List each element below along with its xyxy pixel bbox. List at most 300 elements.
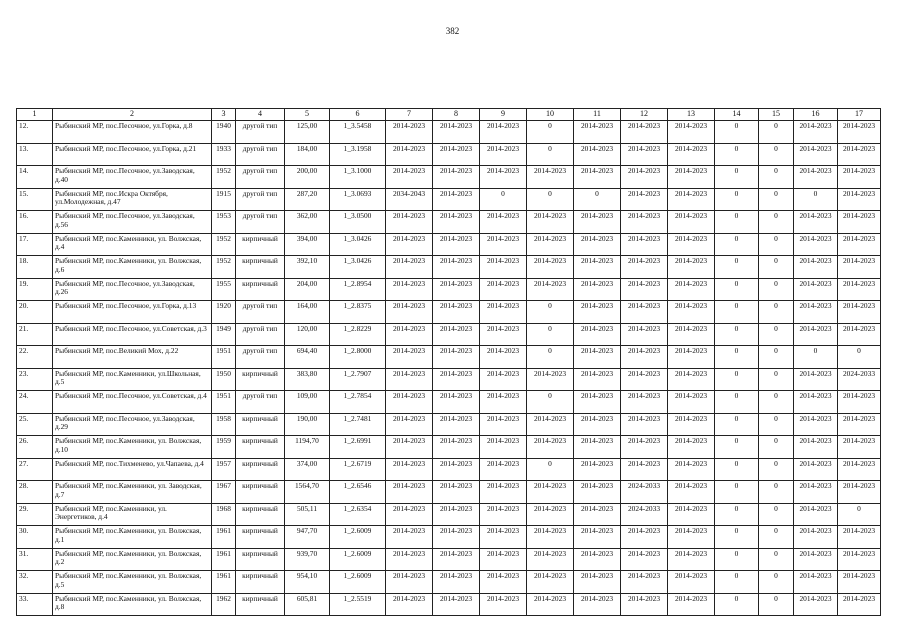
col-14-cell: 0 — [715, 571, 759, 594]
col-8-cell: 2014-2023 — [433, 256, 480, 279]
col-11-cell: 2014-2023 — [574, 548, 621, 571]
wall-type-cell: другой тип — [236, 121, 285, 144]
table-row — [17, 233, 881, 256]
col-11-cell: 2014-2023 — [574, 593, 621, 616]
col-11-cell: 2014-2023 — [574, 503, 621, 526]
col-17-cell: 2014-2023 — [838, 143, 881, 166]
col-13-cell: 2014-2023 — [668, 166, 715, 189]
wall-type-cell: другой тип — [236, 143, 285, 166]
col-16-cell: 2014-2023 — [794, 481, 838, 504]
col-16-cell: 2014-2023 — [794, 526, 838, 549]
col-12-cell: 2014-2023 — [621, 323, 668, 346]
col-12-cell: 2014-2023 — [621, 436, 668, 459]
col-13-cell: 2014-2023 — [668, 233, 715, 256]
col-14-cell: 0 — [715, 256, 759, 279]
address-cell: Рыбинский МР, пос.Искра Октября, ул.Молодежная, д.47 — [53, 188, 212, 211]
col-9-cell: 0 — [480, 188, 527, 211]
col-11-cell: 2014-2023 — [574, 436, 621, 459]
col-8-cell: 2014-2023 — [433, 301, 480, 324]
col-14-cell: 0 — [715, 458, 759, 481]
col-15-cell: 0 — [759, 548, 794, 571]
area-cell: 362,00 — [285, 211, 330, 234]
address-cell: Рыбинский МР, пос.Каменники, ул. Волжская, д.4 — [53, 233, 212, 256]
col-8-cell: 2014-2023 — [433, 548, 480, 571]
col-13-cell: 2014-2023 — [668, 188, 715, 211]
col-15-cell: 0 — [759, 301, 794, 324]
col-12-cell: 2014-2023 — [621, 233, 668, 256]
priority-index-cell: 1_2.6354 — [330, 503, 386, 526]
col-13-cell: 2014-2023 — [668, 571, 715, 594]
col-17-cell: 2014-2023 — [838, 526, 881, 549]
col-8-cell: 2014-2023 — [433, 413, 480, 436]
wall-type-cell: другой тип — [236, 346, 285, 369]
col-7-cell: 2014-2023 — [386, 323, 433, 346]
col-15-cell: 0 — [759, 368, 794, 391]
col-9-cell: 2014-2023 — [480, 548, 527, 571]
col-15-cell: 0 — [759, 121, 794, 144]
priority-index-cell: 1_2.6009 — [330, 526, 386, 549]
col-15-cell: 0 — [759, 323, 794, 346]
col-7-cell: 2014-2023 — [386, 413, 433, 436]
year-built-cell: 1967 — [212, 481, 236, 504]
col-15-cell: 0 — [759, 526, 794, 549]
col-7-cell: 2014-2023 — [386, 526, 433, 549]
col-7-cell: 2014-2023 — [386, 233, 433, 256]
col-10-cell: 2014-2023 — [527, 233, 574, 256]
wall-type-cell: кирпичный — [236, 436, 285, 459]
col-10-cell: 2014-2023 — [527, 503, 574, 526]
col-12-cell: 2014-2023 — [621, 211, 668, 234]
wall-type-cell: кирпичный — [236, 233, 285, 256]
col-7-cell: 2014-2023 — [386, 121, 433, 144]
col-13-cell: 2014-2023 — [668, 346, 715, 369]
col-10-cell: 2014-2023 — [527, 166, 574, 189]
col-17-cell: 2014-2023 — [838, 188, 881, 211]
col-11-cell: 2014-2023 — [574, 278, 621, 301]
col-7-cell: 2014-2023 — [386, 593, 433, 616]
row-number-cell: 22. — [17, 346, 53, 369]
address-cell: Рыбинский МР, пос.Песочное, ул.Советская, д.3 — [53, 323, 212, 346]
col-11-cell: 2014-2023 — [574, 233, 621, 256]
col-12-cell: 2024-2033 — [621, 503, 668, 526]
area-cell: 939,70 — [285, 548, 330, 571]
col-16-cell: 2014-2023 — [794, 121, 838, 144]
col-16-cell: 2014-2023 — [794, 368, 838, 391]
col-7-cell: 2014-2023 — [386, 368, 433, 391]
header-cell: 9 — [480, 109, 527, 121]
col-12-cell: 2014-2023 — [621, 143, 668, 166]
col-11-cell: 2014-2023 — [574, 166, 621, 189]
table-row — [17, 436, 881, 459]
row-number-cell: 17. — [17, 233, 53, 256]
col-8-cell: 2014-2023 — [433, 323, 480, 346]
year-built-cell: 1962 — [212, 593, 236, 616]
col-12-cell: 2014-2023 — [621, 548, 668, 571]
col-16-cell: 2014-2023 — [794, 143, 838, 166]
col-14-cell: 0 — [715, 166, 759, 189]
col-17-cell: 2014-2023 — [838, 391, 881, 414]
col-16-cell: 2014-2023 — [794, 211, 838, 234]
col-13-cell: 2014-2023 — [668, 413, 715, 436]
col-16-cell: 0 — [794, 346, 838, 369]
address-cell: Рыбинский МР, пос.Каменники, ул. Волжская, д.1 — [53, 526, 212, 549]
col-7-cell: 2034-2043 — [386, 188, 433, 211]
table-row — [17, 413, 881, 436]
col-9-cell: 2014-2023 — [480, 121, 527, 144]
col-9-cell: 2014-2023 — [480, 571, 527, 594]
housing-register-table — [16, 108, 881, 616]
col-14-cell: 0 — [715, 346, 759, 369]
col-13-cell: 2014-2023 — [668, 526, 715, 549]
year-built-cell: 1968 — [212, 503, 236, 526]
col-9-cell: 2014-2023 — [480, 593, 527, 616]
col-8-cell: 2014-2023 — [433, 593, 480, 616]
col-11-cell: 2014-2023 — [574, 121, 621, 144]
col-16-cell: 2014-2023 — [794, 436, 838, 459]
priority-index-cell: 1_2.8375 — [330, 301, 386, 324]
col-11-cell: 2014-2023 — [574, 481, 621, 504]
col-10-cell: 0 — [527, 301, 574, 324]
col-15-cell: 0 — [759, 278, 794, 301]
col-11-cell: 2014-2023 — [574, 526, 621, 549]
row-number-cell: 30. — [17, 526, 53, 549]
col-12-cell: 2014-2023 — [621, 166, 668, 189]
col-12-cell: 2014-2023 — [621, 121, 668, 144]
col-11-cell: 2014-2023 — [574, 256, 621, 279]
col-17-cell: 2014-2023 — [838, 211, 881, 234]
col-17-cell: 2014-2023 — [838, 548, 881, 571]
table-row — [17, 526, 881, 549]
year-built-cell: 1915 — [212, 188, 236, 211]
header-cell: 4 — [236, 109, 285, 121]
priority-index-cell: 1_3.1000 — [330, 166, 386, 189]
header-row — [17, 109, 881, 121]
col-17-cell: 2014-2023 — [838, 593, 881, 616]
priority-index-cell: 1_3.0693 — [330, 188, 386, 211]
header-cell: 12 — [621, 109, 668, 121]
col-17-cell: 2014-2023 — [838, 121, 881, 144]
priority-index-cell: 1_3.0500 — [330, 211, 386, 234]
header-cell: 8 — [433, 109, 480, 121]
wall-type-cell: кирпичный — [236, 481, 285, 504]
area-cell: 694,40 — [285, 346, 330, 369]
col-15-cell: 0 — [759, 503, 794, 526]
col-16-cell: 2014-2023 — [794, 413, 838, 436]
priority-index-cell: 1_2.7854 — [330, 391, 386, 414]
year-built-cell: 1961 — [212, 571, 236, 594]
header-cell: 1 — [17, 109, 53, 121]
col-9-cell: 2014-2023 — [480, 458, 527, 481]
row-number-cell: 23. — [17, 368, 53, 391]
table-row — [17, 458, 881, 481]
address-cell: Рыбинский МР, пос.Песочное, ул.Советская, д.4 — [53, 391, 212, 414]
table-row — [17, 481, 881, 504]
priority-index-cell: 1_2.6009 — [330, 571, 386, 594]
address-cell: Рыбинский МР, пос.Песочное, ул.Горка, д.21 — [53, 143, 212, 166]
wall-type-cell: кирпичный — [236, 593, 285, 616]
col-13-cell: 2014-2023 — [668, 458, 715, 481]
row-number-cell: 33. — [17, 593, 53, 616]
header-cell: 7 — [386, 109, 433, 121]
col-8-cell: 2014-2023 — [433, 121, 480, 144]
col-10-cell: 0 — [527, 458, 574, 481]
table-row — [17, 256, 881, 279]
col-8-cell: 2014-2023 — [433, 166, 480, 189]
row-number-cell: 21. — [17, 323, 53, 346]
col-15-cell: 0 — [759, 256, 794, 279]
col-14-cell: 0 — [715, 368, 759, 391]
col-15-cell: 0 — [759, 166, 794, 189]
col-16-cell: 2014-2023 — [794, 571, 838, 594]
area-cell: 1564,70 — [285, 481, 330, 504]
col-10-cell: 2014-2023 — [527, 593, 574, 616]
col-10-cell: 0 — [527, 391, 574, 414]
wall-type-cell: другой тип — [236, 301, 285, 324]
year-built-cell: 1952 — [212, 166, 236, 189]
row-number-cell: 29. — [17, 503, 53, 526]
col-7-cell: 2014-2023 — [386, 301, 433, 324]
col-13-cell: 2014-2023 — [668, 503, 715, 526]
priority-index-cell: 1_2.6009 — [330, 548, 386, 571]
header-cell: 2 — [53, 109, 212, 121]
col-9-cell: 2014-2023 — [480, 503, 527, 526]
col-10-cell: 2014-2023 — [527, 436, 574, 459]
area-cell: 1194,70 — [285, 436, 330, 459]
col-10-cell: 2014-2023 — [527, 526, 574, 549]
row-number-cell: 28. — [17, 481, 53, 504]
col-9-cell: 2014-2023 — [480, 256, 527, 279]
col-15-cell: 0 — [759, 436, 794, 459]
col-16-cell: 2014-2023 — [794, 593, 838, 616]
header-cell: 10 — [527, 109, 574, 121]
col-10-cell: 2014-2023 — [527, 481, 574, 504]
priority-index-cell: 1_2.8954 — [330, 278, 386, 301]
page-number: 382 — [445, 26, 460, 36]
col-7-cell: 2014-2023 — [386, 391, 433, 414]
address-cell: Рыбинский МР, пос.Каменники, ул. Волжская, д.8 — [53, 593, 212, 616]
table-row — [17, 323, 881, 346]
col-8-cell: 2014-2023 — [433, 346, 480, 369]
col-14-cell: 0 — [715, 503, 759, 526]
header-cell: 13 — [668, 109, 715, 121]
col-15-cell: 0 — [759, 188, 794, 211]
year-built-cell: 1957 — [212, 458, 236, 481]
header-cell: 5 — [285, 109, 330, 121]
col-11-cell: 2014-2023 — [574, 413, 621, 436]
col-11-cell: 0 — [574, 188, 621, 211]
year-built-cell: 1949 — [212, 323, 236, 346]
year-built-cell: 1961 — [212, 526, 236, 549]
col-14-cell: 0 — [715, 188, 759, 211]
area-cell: 190,00 — [285, 413, 330, 436]
priority-index-cell: 1_2.7481 — [330, 413, 386, 436]
col-12-cell: 2014-2023 — [621, 526, 668, 549]
col-12-cell: 2014-2023 — [621, 188, 668, 211]
year-built-cell: 1961 — [212, 548, 236, 571]
header-cell: 3 — [212, 109, 236, 121]
col-11-cell: 2014-2023 — [574, 323, 621, 346]
area-cell: 947,70 — [285, 526, 330, 549]
wall-type-cell: другой тип — [236, 211, 285, 234]
priority-index-cell: 1_2.6546 — [330, 481, 386, 504]
row-number-cell: 12. — [17, 121, 53, 144]
col-8-cell: 2014-2023 — [433, 368, 480, 391]
col-14-cell: 0 — [715, 526, 759, 549]
address-cell: Рыбинский МР, пос.Великий Мох, д.22 — [53, 346, 212, 369]
year-built-cell: 1951 — [212, 391, 236, 414]
col-16-cell: 2014-2023 — [794, 323, 838, 346]
col-7-cell: 2014-2023 — [386, 548, 433, 571]
address-cell: Рыбинский МР, пос.Песочное, ул.Заводская, д.40 — [53, 166, 212, 189]
col-13-cell: 2014-2023 — [668, 481, 715, 504]
area-cell: 204,00 — [285, 278, 330, 301]
col-16-cell: 2014-2023 — [794, 503, 838, 526]
col-7-cell: 2014-2023 — [386, 436, 433, 459]
year-built-cell: 1920 — [212, 301, 236, 324]
table-row — [17, 503, 881, 526]
col-16-cell: 2014-2023 — [794, 256, 838, 279]
area-cell: 394,00 — [285, 233, 330, 256]
col-17-cell: 2014-2023 — [838, 323, 881, 346]
wall-type-cell: кирпичный — [236, 526, 285, 549]
header-cell: 14 — [715, 109, 759, 121]
col-14-cell: 0 — [715, 548, 759, 571]
wall-type-cell: кирпичный — [236, 278, 285, 301]
col-12-cell: 2014-2023 — [621, 391, 668, 414]
col-8-cell: 2014-2023 — [433, 481, 480, 504]
area-cell: 605,81 — [285, 593, 330, 616]
wall-type-cell: кирпичный — [236, 256, 285, 279]
col-12-cell: 2014-2023 — [621, 413, 668, 436]
col-8-cell: 2014-2023 — [433, 211, 480, 234]
col-9-cell: 2014-2023 — [480, 323, 527, 346]
col-9-cell: 2014-2023 — [480, 368, 527, 391]
area-cell: 954,10 — [285, 571, 330, 594]
table-row — [17, 211, 881, 234]
wall-type-cell: другой тип — [236, 166, 285, 189]
col-11-cell: 2014-2023 — [574, 211, 621, 234]
address-cell: Рыбинский МР, пос.Тихменево, ул.Чапаева, д.4 — [53, 458, 212, 481]
wall-type-cell: кирпичный — [236, 368, 285, 391]
table-row — [17, 571, 881, 594]
row-number-cell: 24. — [17, 391, 53, 414]
col-8-cell: 2014-2023 — [433, 188, 480, 211]
col-15-cell: 0 — [759, 593, 794, 616]
col-9-cell: 2014-2023 — [480, 143, 527, 166]
col-14-cell: 0 — [715, 391, 759, 414]
table-row — [17, 548, 881, 571]
col-17-cell: 2024-2033 — [838, 368, 881, 391]
year-built-cell: 1940 — [212, 121, 236, 144]
col-13-cell: 2014-2023 — [668, 593, 715, 616]
col-16-cell: 2014-2023 — [794, 391, 838, 414]
col-9-cell: 2014-2023 — [480, 526, 527, 549]
col-14-cell: 0 — [715, 323, 759, 346]
col-16-cell: 2014-2023 — [794, 548, 838, 571]
header-cell: 11 — [574, 109, 621, 121]
area-cell: 374,00 — [285, 458, 330, 481]
row-number-cell: 32. — [17, 571, 53, 594]
priority-index-cell: 1_3.0426 — [330, 256, 386, 279]
col-13-cell: 2014-2023 — [668, 121, 715, 144]
row-number-cell: 13. — [17, 143, 53, 166]
table-row — [17, 368, 881, 391]
col-15-cell: 0 — [759, 143, 794, 166]
col-12-cell: 2014-2023 — [621, 368, 668, 391]
year-built-cell: 1959 — [212, 436, 236, 459]
col-14-cell: 0 — [715, 481, 759, 504]
address-cell: Рыбинский МР, пос.Каменники, ул. Волжская, д.2 — [53, 548, 212, 571]
year-built-cell: 1952 — [212, 256, 236, 279]
table-row — [17, 166, 881, 189]
col-10-cell: 2014-2023 — [527, 548, 574, 571]
col-16-cell: 2014-2023 — [794, 458, 838, 481]
col-9-cell: 2014-2023 — [480, 436, 527, 459]
col-13-cell: 2014-2023 — [668, 211, 715, 234]
col-17-cell: 2014-2023 — [838, 458, 881, 481]
area-cell: 383,80 — [285, 368, 330, 391]
row-number-cell: 20. — [17, 301, 53, 324]
area-cell: 200,00 — [285, 166, 330, 189]
priority-index-cell: 1_3.0426 — [330, 233, 386, 256]
col-12-cell: 2014-2023 — [621, 571, 668, 594]
row-number-cell: 18. — [17, 256, 53, 279]
col-10-cell: 0 — [527, 323, 574, 346]
col-14-cell: 0 — [715, 436, 759, 459]
year-built-cell: 1952 — [212, 233, 236, 256]
col-15-cell: 0 — [759, 413, 794, 436]
wall-type-cell: другой тип — [236, 391, 285, 414]
col-10-cell: 2014-2023 — [527, 256, 574, 279]
area-cell: 392,10 — [285, 256, 330, 279]
table-row — [17, 143, 881, 166]
col-17-cell: 2014-2023 — [838, 413, 881, 436]
col-15-cell: 0 — [759, 391, 794, 414]
col-16-cell: 0 — [794, 188, 838, 211]
col-13-cell: 2014-2023 — [668, 391, 715, 414]
table-row — [17, 278, 881, 301]
col-7-cell: 2014-2023 — [386, 346, 433, 369]
col-17-cell: 2014-2023 — [838, 166, 881, 189]
row-number-cell: 31. — [17, 548, 53, 571]
col-8-cell: 2014-2023 — [433, 143, 480, 166]
col-14-cell: 0 — [715, 413, 759, 436]
address-cell: Рыбинский МР, пос.Песочное, ул.Заводская, д.29 — [53, 413, 212, 436]
col-8-cell: 2014-2023 — [433, 526, 480, 549]
address-cell: Рыбинский МР, пос.Песочное, ул.Заводская, д.56 — [53, 211, 212, 234]
col-11-cell: 2014-2023 — [574, 458, 621, 481]
col-15-cell: 0 — [759, 458, 794, 481]
col-15-cell: 0 — [759, 211, 794, 234]
col-8-cell: 2014-2023 — [433, 503, 480, 526]
col-9-cell: 2014-2023 — [480, 391, 527, 414]
wall-type-cell: кирпичный — [236, 548, 285, 571]
col-9-cell: 2014-2023 — [480, 278, 527, 301]
col-11-cell: 2014-2023 — [574, 391, 621, 414]
col-15-cell: 0 — [759, 571, 794, 594]
col-10-cell: 2014-2023 — [527, 413, 574, 436]
col-17-cell: 2014-2023 — [838, 233, 881, 256]
row-number-cell: 19. — [17, 278, 53, 301]
col-9-cell: 2014-2023 — [480, 211, 527, 234]
col-10-cell: 2014-2023 — [527, 368, 574, 391]
col-13-cell: 2014-2023 — [668, 436, 715, 459]
col-12-cell: 2014-2023 — [621, 301, 668, 324]
col-7-cell: 2014-2023 — [386, 278, 433, 301]
wall-type-cell: кирпичный — [236, 571, 285, 594]
priority-index-cell: 1_2.8000 — [330, 346, 386, 369]
col-9-cell: 2014-2023 — [480, 346, 527, 369]
